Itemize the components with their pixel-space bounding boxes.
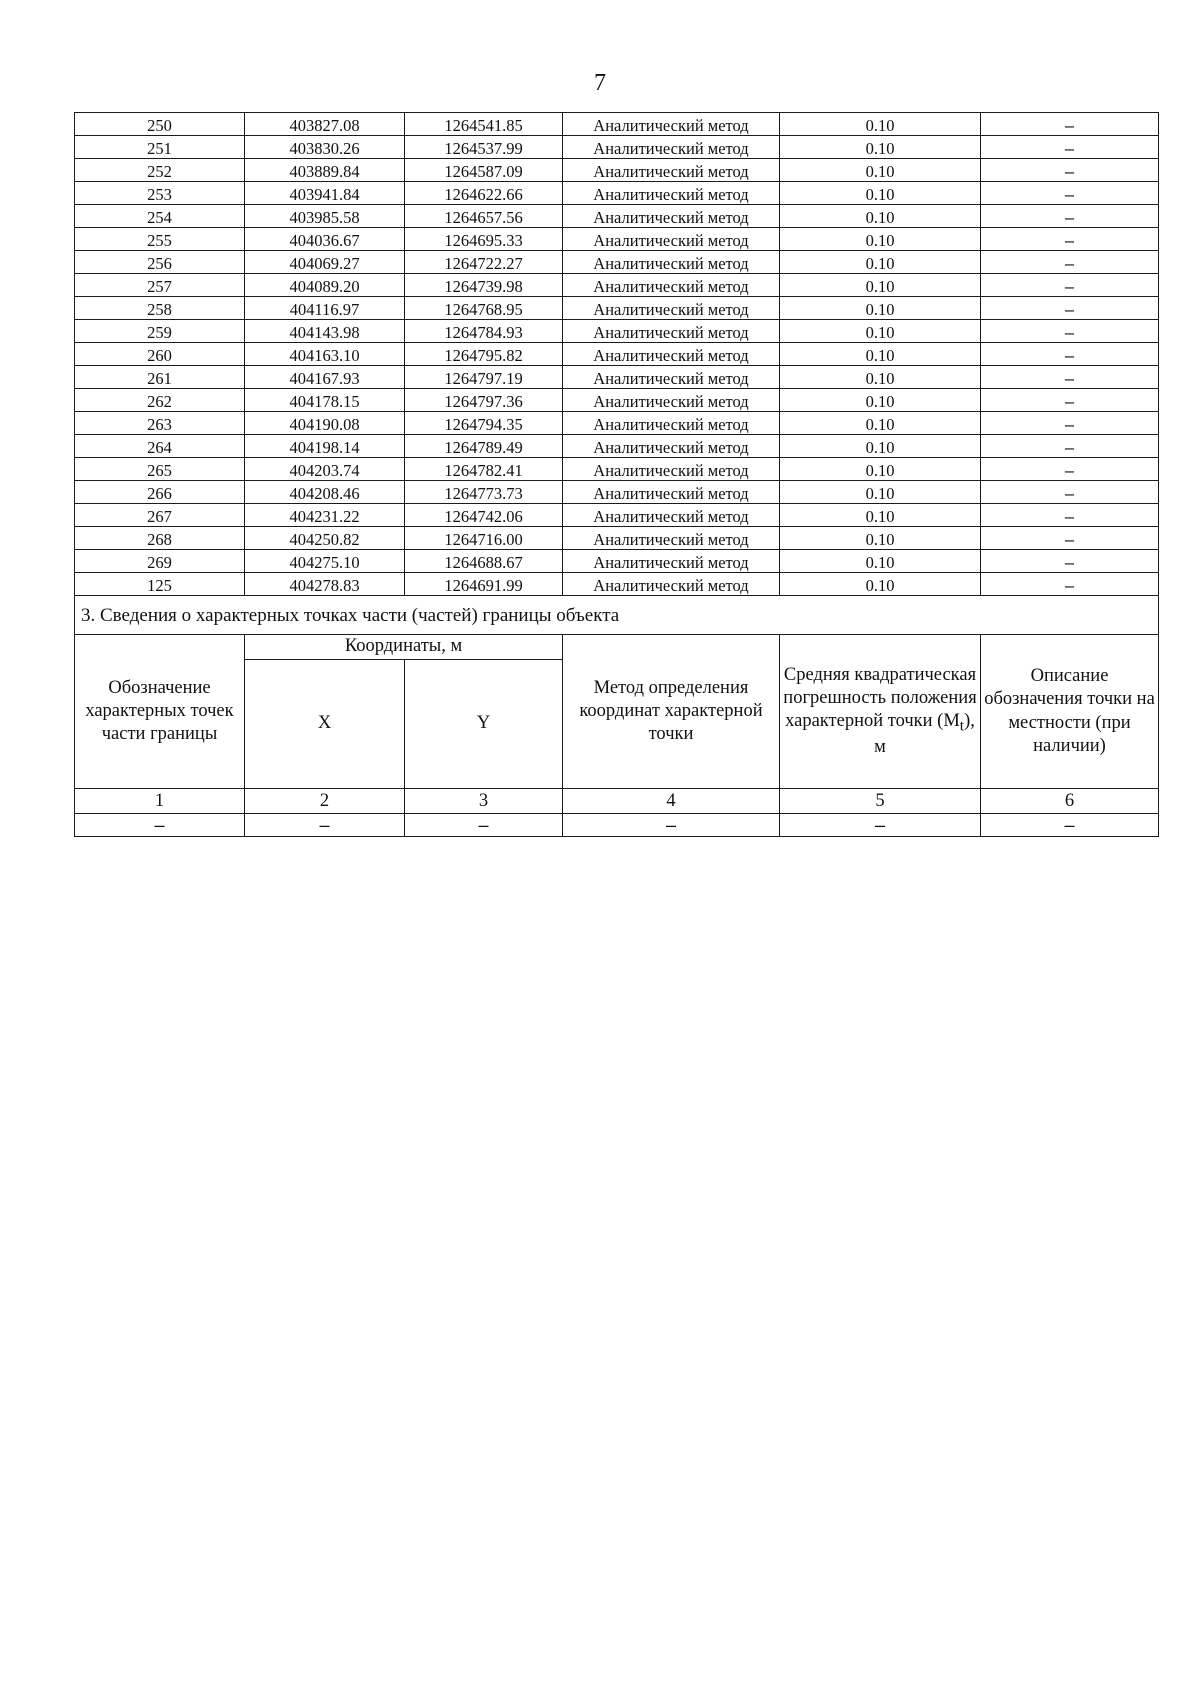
table-row [75, 389, 1159, 412]
table-row [75, 320, 1159, 343]
method-cell: Аналитический метод [563, 297, 780, 320]
method-cell: Аналитический метод [563, 504, 780, 527]
method-cell: Аналитический метод [563, 113, 780, 136]
x-cell: 404250.82 [245, 527, 405, 550]
x-cell: 404231.22 [245, 504, 405, 527]
x-cell: 404178.15 [245, 389, 405, 412]
y-cell: 1264739.98 [405, 274, 563, 297]
x-cell: 404278.83 [245, 573, 405, 596]
x-cell: 404163.10 [245, 343, 405, 366]
point-cell: 252 [75, 159, 245, 182]
header-description: Описание обозначения точки на местности (при наличии) [981, 635, 1159, 789]
x-cell: 404116.97 [245, 297, 405, 320]
description-cell: – [981, 435, 1159, 458]
point-cell: 261 [75, 366, 245, 389]
coordinates-table [74, 112, 1159, 837]
description-cell: – [981, 389, 1159, 412]
table-row [75, 205, 1159, 228]
table-row [75, 573, 1159, 596]
y-cell: 1264722.27 [405, 251, 563, 274]
point-cell: 251 [75, 136, 245, 159]
x-cell: 404275.10 [245, 550, 405, 573]
column-number: 3 [405, 789, 563, 814]
description-cell: – [981, 481, 1159, 504]
y-cell: 1264537.99 [405, 136, 563, 159]
header-x: X [245, 660, 405, 789]
x-cell: 403889.84 [245, 159, 405, 182]
description-cell: – [981, 113, 1159, 136]
table-row [75, 343, 1159, 366]
error-cell: 0.10 [780, 481, 981, 504]
y-cell: 1264688.67 [405, 550, 563, 573]
error-cell: 0.10 [780, 136, 981, 159]
empty-cell: – [405, 814, 563, 837]
method-cell: Аналитический метод [563, 389, 780, 412]
y-cell: 1264716.00 [405, 527, 563, 550]
point-cell: 269 [75, 550, 245, 573]
description-cell: – [981, 205, 1159, 228]
method-cell: Аналитический метод [563, 251, 780, 274]
point-cell: 259 [75, 320, 245, 343]
y-cell: 1264768.95 [405, 297, 563, 320]
table-row [75, 228, 1159, 251]
error-cell: 0.10 [780, 320, 981, 343]
column-number: 5 [780, 789, 981, 814]
y-cell: 1264797.36 [405, 389, 563, 412]
description-cell: – [981, 527, 1159, 550]
method-cell: Аналитический метод [563, 136, 780, 159]
y-cell: 1264695.33 [405, 228, 563, 251]
error-cell: 0.10 [780, 527, 981, 550]
y-cell: 1264541.85 [405, 113, 563, 136]
data-rows [75, 113, 1159, 596]
empty-cell: – [563, 814, 780, 837]
error-cell: 0.10 [780, 113, 981, 136]
point-cell: 260 [75, 343, 245, 366]
error-cell: 0.10 [780, 435, 981, 458]
description-cell: – [981, 366, 1159, 389]
column-number: 6 [981, 789, 1159, 814]
x-cell: 404203.74 [245, 458, 405, 481]
y-cell: 1264587.09 [405, 159, 563, 182]
x-cell: 404198.14 [245, 435, 405, 458]
header-error-text: Средняя квадратическая погрешность положения характерной точки (M [783, 664, 977, 732]
method-cell: Аналитический метод [563, 527, 780, 550]
method-cell: Аналитический метод [563, 320, 780, 343]
table-row [75, 182, 1159, 205]
error-cell: 0.10 [780, 573, 981, 596]
point-cell: 256 [75, 251, 245, 274]
description-cell: – [981, 573, 1159, 596]
table-row [75, 435, 1159, 458]
header-y: Y [405, 660, 563, 789]
table-row [75, 527, 1159, 550]
section-3 [75, 596, 1159, 837]
table-row [75, 136, 1159, 159]
method-cell: Аналитический метод [563, 182, 780, 205]
header-designation: Обозначение характерных точек части границы [75, 635, 245, 789]
x-cell: 403941.84 [245, 182, 405, 205]
header-error-unit: ), м [874, 711, 975, 758]
table-row [75, 458, 1159, 481]
table-row [75, 550, 1159, 573]
description-cell: – [981, 182, 1159, 205]
point-cell: 267 [75, 504, 245, 527]
error-cell: 0.10 [780, 366, 981, 389]
error-cell: 0.10 [780, 251, 981, 274]
description-cell: – [981, 274, 1159, 297]
x-cell: 403827.08 [245, 113, 405, 136]
header-error [780, 635, 981, 789]
x-cell: 404143.98 [245, 320, 405, 343]
column-number: 4 [563, 789, 780, 814]
page-number: 7 [594, 70, 606, 96]
point-cell: 268 [75, 527, 245, 550]
column-number: 1 [75, 789, 245, 814]
description-cell: – [981, 136, 1159, 159]
table-row [75, 366, 1159, 389]
table-row [75, 159, 1159, 182]
description-cell: – [981, 550, 1159, 573]
x-cell: 404036.67 [245, 228, 405, 251]
method-cell: Аналитический метод [563, 458, 780, 481]
y-cell: 1264795.82 [405, 343, 563, 366]
error-cell: 0.10 [780, 389, 981, 412]
error-cell: 0.10 [780, 550, 981, 573]
method-cell: Аналитический метод [563, 366, 780, 389]
x-cell: 404167.93 [245, 366, 405, 389]
table-row [75, 274, 1159, 297]
description-cell: – [981, 297, 1159, 320]
y-cell: 1264797.19 [405, 366, 563, 389]
point-cell: 257 [75, 274, 245, 297]
table-row [75, 251, 1159, 274]
y-cell: 1264742.06 [405, 504, 563, 527]
error-cell: 0.10 [780, 412, 981, 435]
description-cell: – [981, 343, 1159, 366]
point-cell: 265 [75, 458, 245, 481]
method-cell: Аналитический метод [563, 343, 780, 366]
empty-cell: – [981, 814, 1159, 837]
error-cell: 0.10 [780, 274, 981, 297]
empty-cell: – [780, 814, 981, 837]
method-cell: Аналитический метод [563, 159, 780, 182]
error-cell: 0.10 [780, 228, 981, 251]
point-cell: 258 [75, 297, 245, 320]
table-row [75, 504, 1159, 527]
description-cell: – [981, 320, 1159, 343]
description-cell: – [981, 228, 1159, 251]
x-cell: 403830.26 [245, 136, 405, 159]
error-cell: 0.10 [780, 504, 981, 527]
method-cell: Аналитический метод [563, 205, 780, 228]
description-cell: – [981, 251, 1159, 274]
table-row [75, 113, 1159, 136]
description-cell: – [981, 159, 1159, 182]
empty-cell: – [75, 814, 245, 837]
error-cell: 0.10 [780, 182, 981, 205]
x-cell: 403985.58 [245, 205, 405, 228]
point-cell: 125 [75, 573, 245, 596]
method-cell: Аналитический метод [563, 481, 780, 504]
section-3-title: 3. Сведения о характерных точках части (частей) границы объекта [75, 596, 1159, 635]
table-row [75, 297, 1159, 320]
method-cell: Аналитический метод [563, 573, 780, 596]
point-cell: 266 [75, 481, 245, 504]
error-cell: 0.10 [780, 205, 981, 228]
y-cell: 1264794.35 [405, 412, 563, 435]
method-cell: Аналитический метод [563, 412, 780, 435]
error-cell: 0.10 [780, 159, 981, 182]
x-cell: 404069.27 [245, 251, 405, 274]
y-cell: 1264622.66 [405, 182, 563, 205]
x-cell: 404089.20 [245, 274, 405, 297]
x-cell: 404208.46 [245, 481, 405, 504]
error-cell: 0.10 [780, 458, 981, 481]
method-cell: Аналитический метод [563, 274, 780, 297]
header-method: Метод определения координат характерной точки [563, 635, 780, 789]
point-cell: 255 [75, 228, 245, 251]
y-cell: 1264784.93 [405, 320, 563, 343]
point-cell: 262 [75, 389, 245, 412]
column-number: 2 [245, 789, 405, 814]
y-cell: 1264782.41 [405, 458, 563, 481]
method-cell: Аналитический метод [563, 435, 780, 458]
method-cell: Аналитический метод [563, 228, 780, 251]
error-cell: 0.10 [780, 297, 981, 320]
error-cell: 0.10 [780, 343, 981, 366]
y-cell: 1264691.99 [405, 573, 563, 596]
y-cell: 1264789.49 [405, 435, 563, 458]
point-cell: 250 [75, 113, 245, 136]
point-cell: 254 [75, 205, 245, 228]
table-row [75, 412, 1159, 435]
table-row [75, 481, 1159, 504]
x-cell: 404190.08 [245, 412, 405, 435]
description-cell: – [981, 458, 1159, 481]
header-coordinates: Координаты, м [245, 635, 563, 660]
empty-cell: – [245, 814, 405, 837]
y-cell: 1264657.56 [405, 205, 563, 228]
point-cell: 264 [75, 435, 245, 458]
description-cell: – [981, 504, 1159, 527]
point-cell: 263 [75, 412, 245, 435]
y-cell: 1264773.73 [405, 481, 563, 504]
header-error-subscript: t [959, 717, 965, 735]
method-cell: Аналитический метод [563, 550, 780, 573]
description-cell: – [981, 412, 1159, 435]
point-cell: 253 [75, 182, 245, 205]
